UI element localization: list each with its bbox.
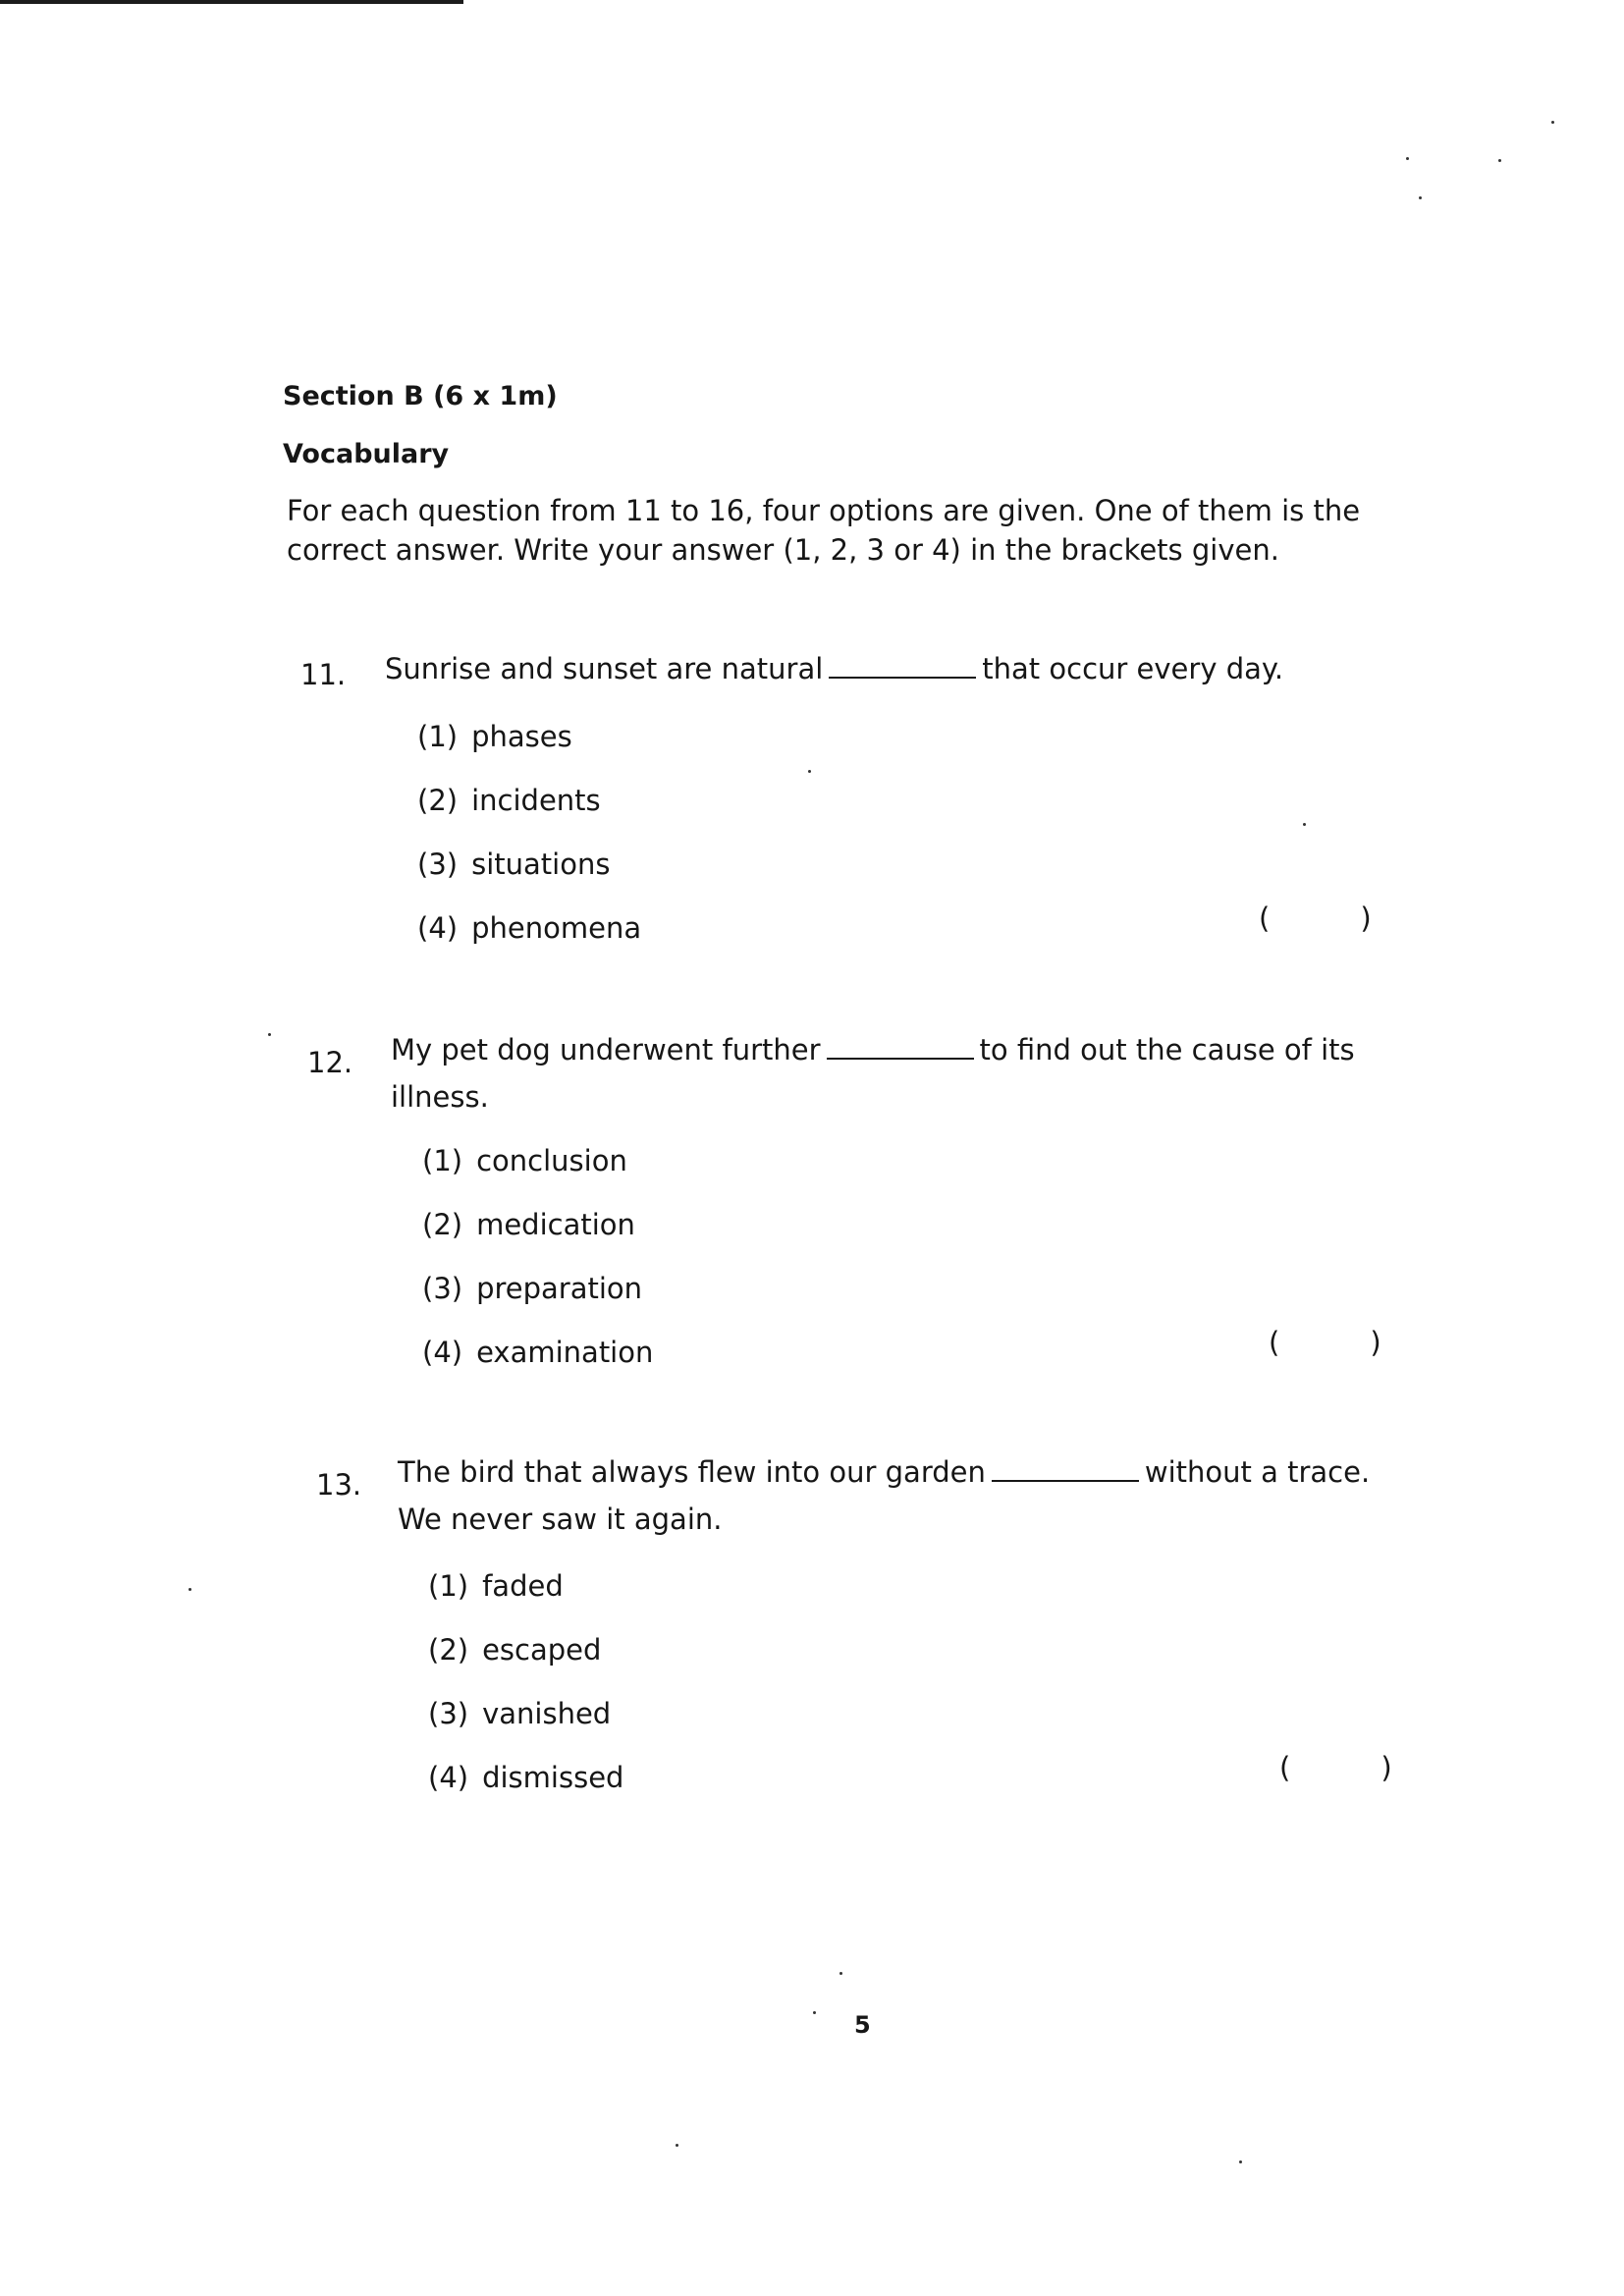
stem-before-blank: Sunrise and sunset are natural bbox=[385, 652, 824, 685]
option-3 bbox=[422, 1272, 642, 1305]
option-4 bbox=[428, 1761, 623, 1794]
option-2 bbox=[422, 1208, 635, 1241]
answer-blank bbox=[992, 1458, 1139, 1482]
option-label: (4) bbox=[428, 1761, 469, 1794]
answer-blank bbox=[827, 1036, 974, 1060]
question-number: 12. bbox=[307, 1046, 353, 1079]
scan-speck bbox=[1239, 2160, 1242, 2163]
option-4 bbox=[417, 911, 641, 945]
option-text: vanished bbox=[482, 1697, 612, 1730]
stem-after-blank: that occur every day. bbox=[982, 652, 1284, 685]
option-text: preparation bbox=[476, 1272, 643, 1305]
option-text: examination bbox=[476, 1336, 654, 1369]
top-rule bbox=[0, 0, 463, 4]
stem-after-blank: to find out the cause of its bbox=[979, 1033, 1355, 1066]
option-label: (1) bbox=[428, 1569, 469, 1603]
scan-speck bbox=[839, 1972, 842, 1975]
option-2 bbox=[417, 784, 601, 817]
option-text: faded bbox=[482, 1569, 564, 1603]
option-2 bbox=[428, 1633, 601, 1667]
option-1 bbox=[428, 1569, 564, 1603]
option-label: (4) bbox=[417, 911, 459, 945]
option-label: (2) bbox=[422, 1208, 463, 1241]
option-text: situations bbox=[471, 847, 611, 881]
section-title: Section B (6 x 1m) bbox=[283, 381, 558, 411]
option-3 bbox=[428, 1697, 611, 1730]
question-stem bbox=[391, 1033, 1355, 1066]
option-3 bbox=[417, 847, 610, 881]
scan-speck bbox=[1406, 157, 1409, 160]
option-label: (1) bbox=[422, 1144, 463, 1177]
instructions-line-2: correct answer. Write your answer (1, 2, 3 or 4) in the brackets given. bbox=[287, 533, 1279, 567]
scan-speck bbox=[1419, 196, 1422, 199]
question-number: 11. bbox=[300, 658, 347, 691]
question-stem bbox=[398, 1455, 1370, 1489]
option-text: conclusion bbox=[476, 1144, 627, 1177]
option-label: (2) bbox=[417, 784, 459, 817]
scan-speck bbox=[1498, 159, 1501, 162]
option-label: (1) bbox=[417, 720, 459, 753]
option-1 bbox=[417, 720, 572, 753]
scan-speck bbox=[676, 2144, 678, 2147]
option-label: (3) bbox=[422, 1272, 463, 1305]
question-stem bbox=[385, 652, 1283, 685]
scan-speck bbox=[808, 770, 811, 773]
question-stem-line-2: illness. bbox=[391, 1080, 489, 1114]
stem-after-blank: without a trace. bbox=[1144, 1455, 1371, 1489]
scan-speck bbox=[268, 1033, 271, 1036]
option-text: incidents bbox=[471, 784, 601, 817]
instructions-line-1: For each question from 11 to 16, four options are given. One of them is the bbox=[287, 494, 1361, 527]
stem-before-blank: The bird that always flew into our garden bbox=[398, 1455, 986, 1489]
page-number: 5 bbox=[854, 2011, 871, 2039]
option-text: medication bbox=[476, 1208, 635, 1241]
question-number: 13. bbox=[316, 1468, 362, 1502]
option-text: phases bbox=[471, 720, 572, 753]
option-label: (3) bbox=[417, 847, 459, 881]
answer-bracket[interactable]: ( ) bbox=[1259, 902, 1372, 935]
option-1 bbox=[422, 1144, 627, 1177]
question-stem-line-2: We never saw it again. bbox=[398, 1503, 723, 1536]
section-subtitle: Vocabulary bbox=[283, 439, 450, 469]
scan-speck bbox=[1303, 823, 1306, 826]
option-label: (2) bbox=[428, 1633, 469, 1667]
option-label: (3) bbox=[428, 1697, 469, 1730]
option-text: phenomena bbox=[471, 911, 642, 945]
answer-blank bbox=[829, 655, 976, 679]
option-4 bbox=[422, 1336, 653, 1369]
option-label: (4) bbox=[422, 1336, 463, 1369]
option-text: escaped bbox=[482, 1633, 602, 1667]
scan-speck bbox=[813, 2011, 816, 2014]
answer-bracket[interactable]: ( ) bbox=[1269, 1326, 1381, 1359]
answer-bracket[interactable]: ( ) bbox=[1279, 1751, 1392, 1784]
scan-speck bbox=[1551, 121, 1554, 124]
option-text: dismissed bbox=[482, 1761, 624, 1794]
stem-before-blank: My pet dog underwent further bbox=[391, 1033, 821, 1066]
scan-speck bbox=[189, 1588, 191, 1591]
